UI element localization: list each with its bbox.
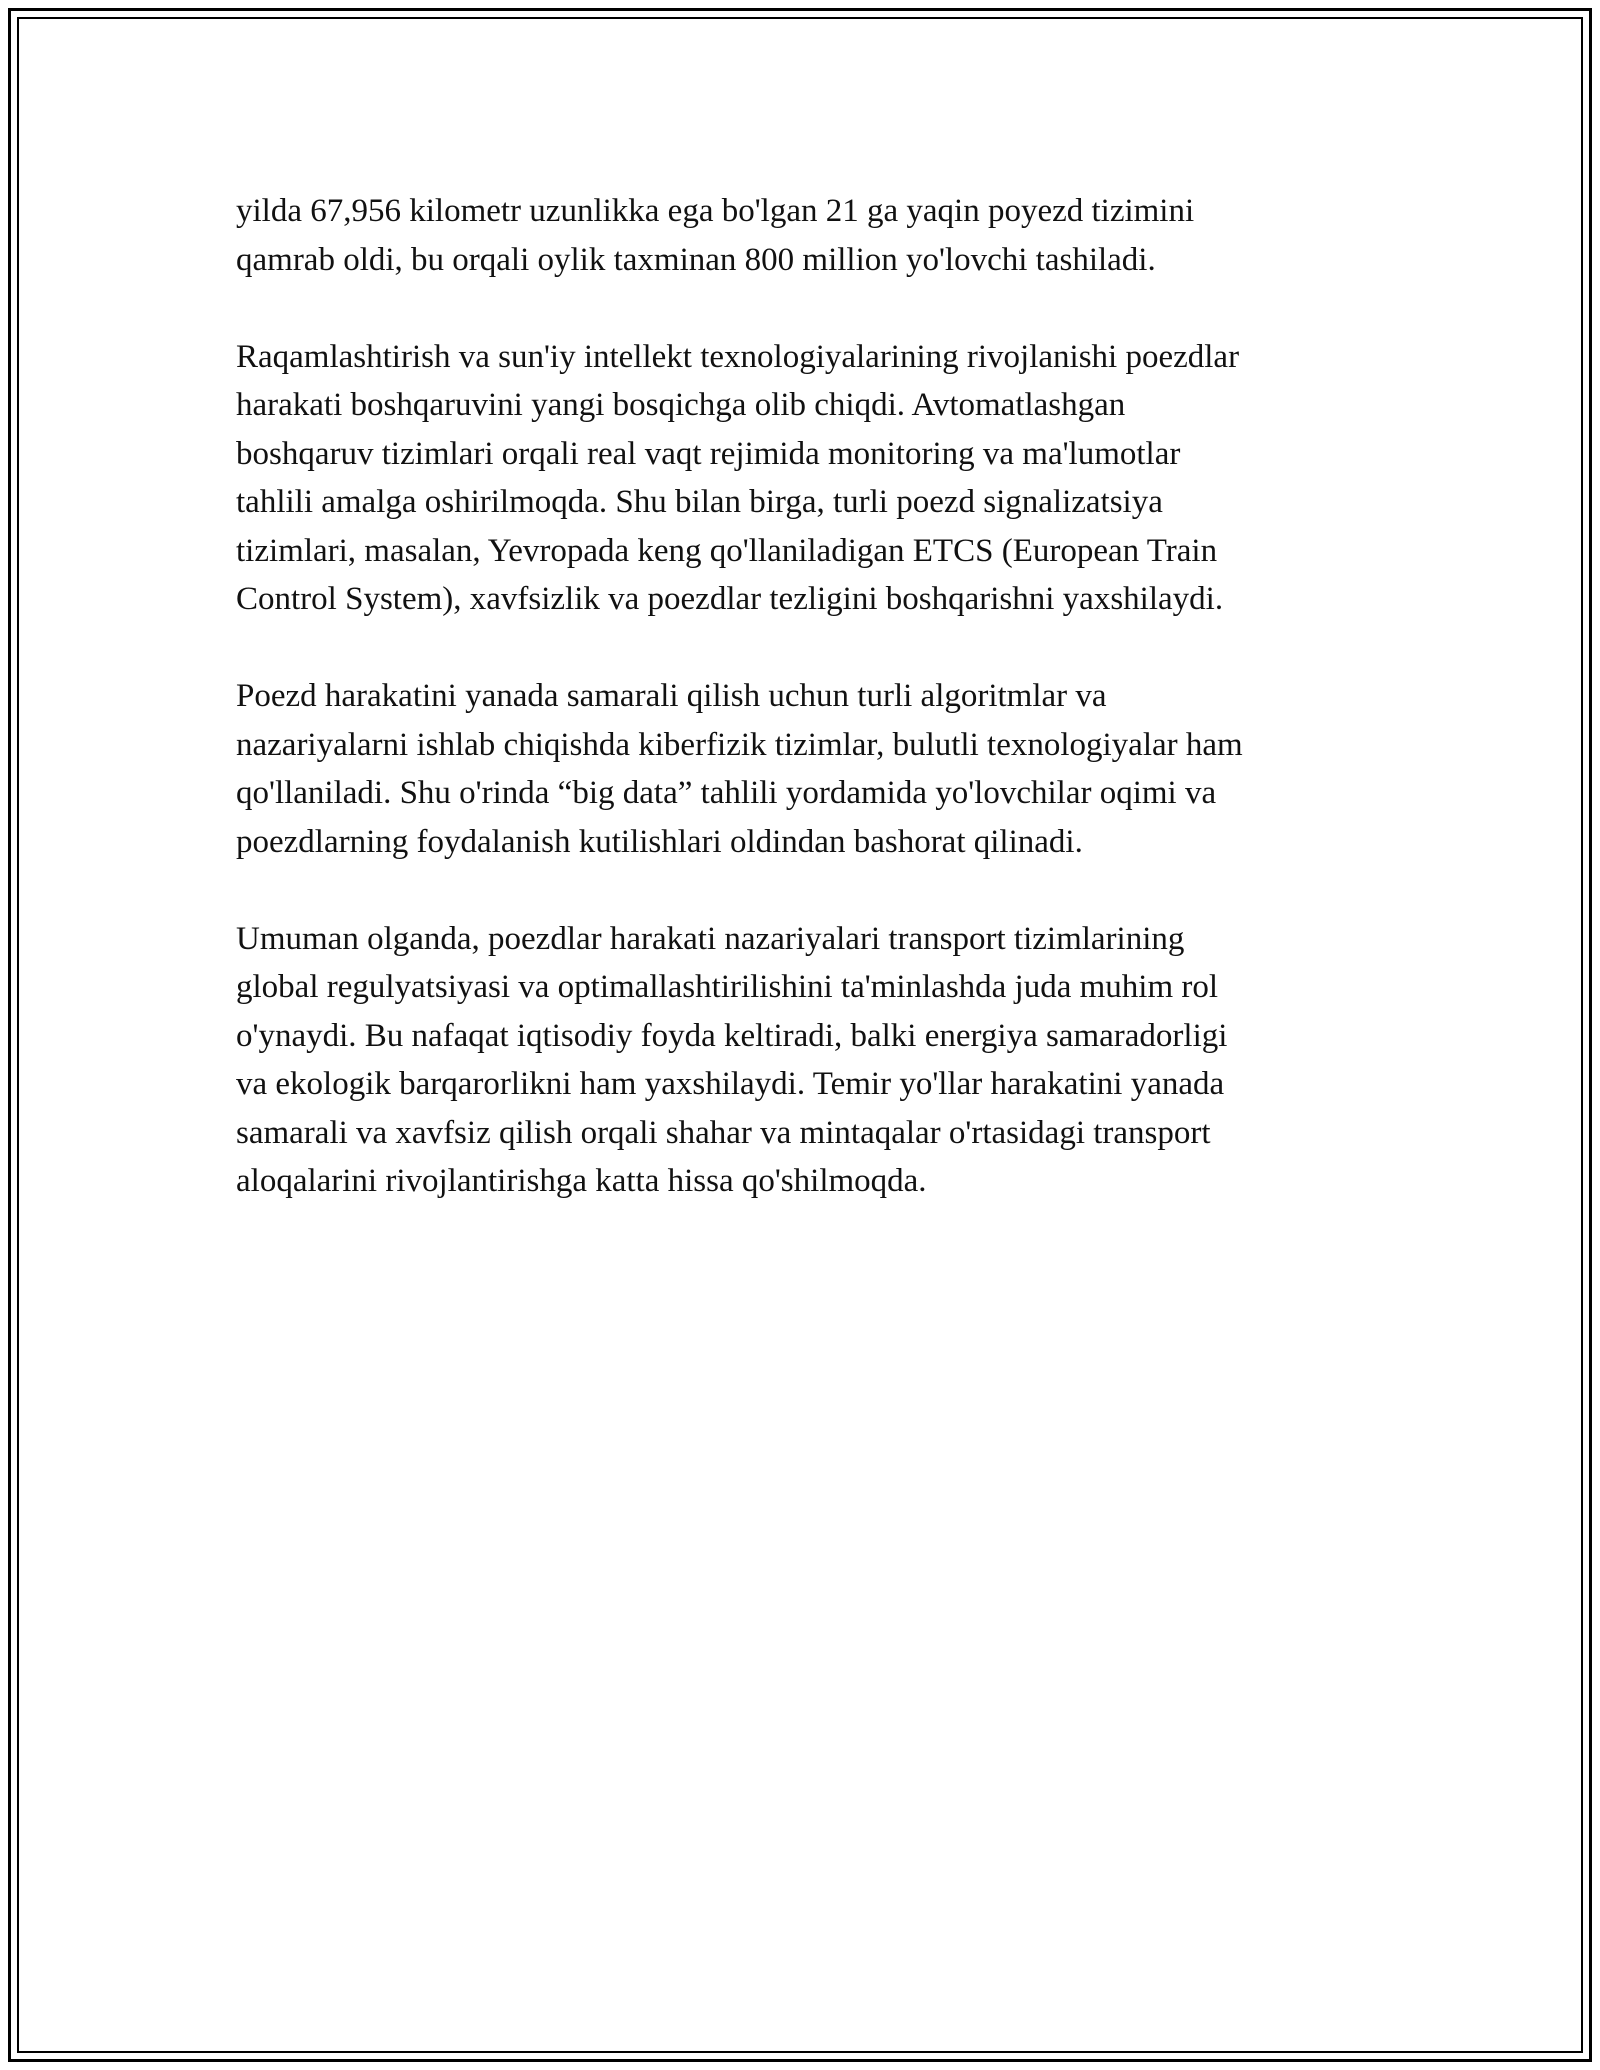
- text-line: qamrab oldi, bu orqali oylik taxminan 800 million yo'lovchi tashiladi.: [236, 241, 1156, 278]
- text-line: poezdlarning foydalanish kutilishlari oldindan bashorat qilinadi.: [236, 823, 1083, 860]
- text-line: qo'llaniladi. Shu o'rinda “big data” tahlili yordamida yo'lovchilar oqimi va: [236, 775, 1217, 811]
- text-line: nazariyalarni ishlab chiqishda kiberfizik tizimlar, bulutli texnologiyalar ham: [236, 726, 1243, 763]
- text-line: yilda 67,956 kilometr uzunlikka ega bo'lgan 21 ga yaqin poyezd tizimini: [236, 193, 1195, 229]
- text-line: o'ynaydi. Bu nafaqat iqtisodiy foyda keltiradi, balki energiya samaradorligi: [236, 1017, 1228, 1054]
- text-line: boshqaruv tizimlari orqali real vaqt rejimida monitoring va ma'lumotlar: [236, 435, 1181, 472]
- text-line: Umuman olganda, poezdlar harakati nazariyalari transport tizimlarining: [236, 920, 1185, 957]
- text-line: global regulyatsiyasi va optimallashtirilishini ta'minlashda juda muhim rol: [236, 969, 1219, 1005]
- text-line: samarali va xavfsiz qilish orqali shahar va mintaqalar o'rtasidagi transport: [236, 1114, 1211, 1151]
- text-line: Control System), xavfsizlik va poezdlar tezligini boshqarishni yaxshilaydi.: [236, 581, 1224, 617]
- paragraph-3: [236, 672, 1366, 866]
- text-line: aloqalarini rivojlantirishga katta hissa qo'shilmoqda.: [236, 1163, 927, 1199]
- paragraph-4: [236, 915, 1366, 1206]
- text-line: Raqamlashtirish va sun'iy intellekt texnologiyalarining rivojlanishi poezdlar: [236, 338, 1240, 375]
- paragraph-1: [236, 187, 1366, 284]
- text-line: tizimlari, masalan, Yevropada keng qo'llaniladigan ETCS (European Train: [236, 532, 1218, 569]
- document-body: [236, 187, 1366, 1254]
- paragraph-2: [236, 333, 1366, 624]
- text-line: tahlili amalga oshirilmoqda. Shu bilan birga, turli poezd signalizatsiya: [236, 484, 1163, 520]
- text-line: Poezd harakatini yanada samarali qilish uchun turli algoritmlar va: [236, 678, 1107, 714]
- text-line: harakati boshqaruvini yangi bosqichga olib chiqdi. Avtomatlashgan: [236, 387, 1126, 423]
- text-line: va ekologik barqarorlikni ham yaxshilaydi. Temir yo'llar harakatini yanada: [236, 1066, 1225, 1102]
